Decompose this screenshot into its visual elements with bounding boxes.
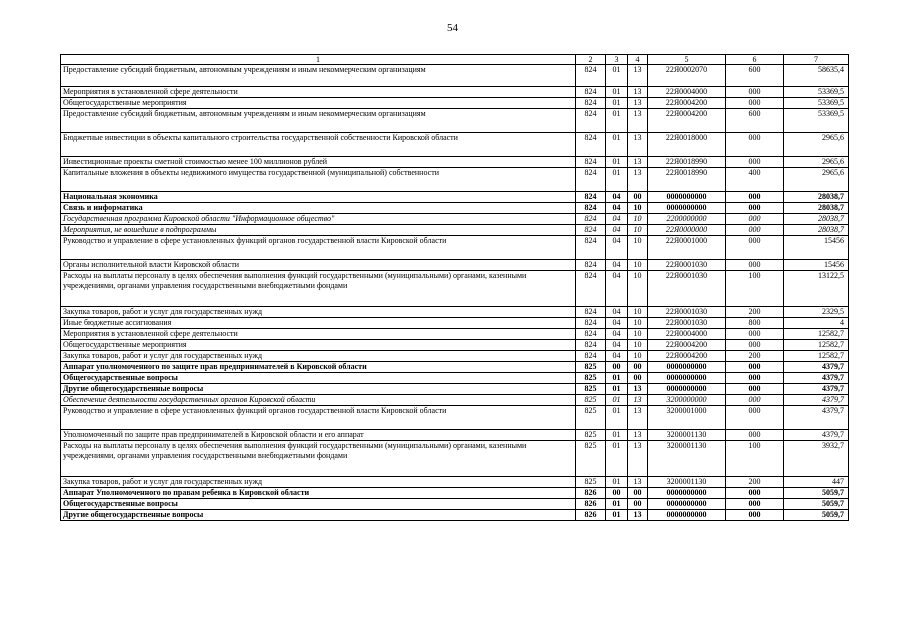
row-amount: 12582,7 [784,340,849,351]
table-row [61,236,849,260]
table-row [61,477,849,488]
table-row [61,203,849,214]
header-col-6: 6 [726,55,784,65]
row-amount: 5059,7 [784,488,849,499]
row-section-code: 04 [606,307,628,318]
row-amount: 28038,7 [784,214,849,225]
row-ministry-code: 825 [576,395,606,406]
row-section-code: 04 [606,225,628,236]
row-expense-type: 000 [726,214,784,225]
row-target-article: 3200001130 [648,477,726,488]
row-target-article: 22Я0001000 [648,236,726,260]
row-ministry-code: 824 [576,225,606,236]
table-body [61,65,849,521]
table-row [61,65,849,87]
row-section-code: 01 [606,430,628,441]
row-name-cell: Закупка товаров, работ и услуг для государственных нужд [61,307,576,318]
row-target-article: 22Я0004200 [648,340,726,351]
table-row [61,441,849,477]
table-row [61,214,849,225]
row-target-article: 22Я0001030 [648,260,726,271]
row-target-article: 22Я0004200 [648,98,726,109]
row-target-article: 22Я0001030 [648,271,726,307]
row-expense-type: 600 [726,109,784,133]
row-target-article: 22Я0018000 [648,133,726,157]
row-section-code: 01 [606,510,628,521]
row-target-article: 22Я0002070 [648,65,726,87]
row-target-article: 3200001000 [648,406,726,430]
row-subsection-code: 00 [628,192,648,203]
row-section-code: 04 [606,214,628,225]
row-amount: 4 [784,318,849,329]
row-amount: 15456 [784,236,849,260]
row-name-cell: Аппарат уполномоченного по защите прав предпринимателей в Кировской области [61,362,576,373]
row-ministry-code: 824 [576,260,606,271]
row-name-cell: Общегосударственные вопросы [61,373,576,384]
row-ministry-code: 824 [576,168,606,192]
table-row [61,271,849,307]
table-row [61,260,849,271]
row-subsection-code: 13 [628,395,648,406]
table-row [61,488,849,499]
row-name-cell: Органы исполнительной власти Кировской области [61,260,576,271]
row-expense-type: 000 [726,260,784,271]
row-ministry-code: 825 [576,373,606,384]
table-row [61,340,849,351]
row-target-article: 0000000000 [648,203,726,214]
row-target-article: 2200000000 [648,214,726,225]
row-target-article: 22Я0004200 [648,109,726,133]
row-expense-type: 100 [726,271,784,307]
row-subsection-code: 13 [628,109,648,133]
row-name-cell: Закупка товаров, работ и услуг для государственных нужд [61,351,576,362]
row-section-code: 01 [606,98,628,109]
row-amount: 53369,5 [784,109,849,133]
row-amount: 28038,7 [784,192,849,203]
table-row [61,384,849,395]
row-name-cell: Расходы на выплаты персоналу в целях обеспечения выполнения функций государственными (муниципальными) органами, казенными учреждениями, органами управления государственными внебюджетными фондами [61,271,576,307]
row-expense-type: 000 [726,133,784,157]
row-target-article: 0000000000 [648,499,726,510]
row-expense-type: 000 [726,430,784,441]
row-subsection-code: 13 [628,406,648,430]
row-expense-type: 000 [726,499,784,510]
row-name-cell: Бюджетные инвестиции в объекты капитального строительства государственной собственности Кировской области [61,133,576,157]
row-target-article: 22Я0004000 [648,329,726,340]
row-expense-type: 000 [726,157,784,168]
row-section-code: 01 [606,441,628,477]
row-name-cell: Уполномоченный по защите прав предпринимателей в Кировской области и его аппарат [61,430,576,441]
header-col-5: 5 [648,55,726,65]
row-section-code: 04 [606,318,628,329]
row-subsection-code: 10 [628,260,648,271]
row-ministry-code: 824 [576,98,606,109]
table-row [61,318,849,329]
table-row [61,499,849,510]
row-amount: 4379,7 [784,373,849,384]
row-target-article: 3200001130 [648,430,726,441]
row-amount: 447 [784,477,849,488]
row-amount: 2965,6 [784,133,849,157]
row-amount: 58635,4 [784,65,849,87]
table-row [61,157,849,168]
row-subsection-code: 10 [628,329,648,340]
row-amount: 28038,7 [784,225,849,236]
row-section-code: 01 [606,109,628,133]
row-subsection-code: 10 [628,225,648,236]
row-ministry-code: 824 [576,236,606,260]
row-subsection-code: 10 [628,203,648,214]
row-subsection-code: 00 [628,488,648,499]
row-name-cell: Другие общегосударственные вопросы [61,384,576,395]
row-subsection-code: 10 [628,236,648,260]
row-target-article: 22Я0001030 [648,318,726,329]
row-ministry-code: 824 [576,271,606,307]
row-subsection-code: 13 [628,133,648,157]
row-section-code: 01 [606,157,628,168]
row-amount: 12582,7 [784,351,849,362]
row-ministry-code: 824 [576,318,606,329]
row-subsection-code: 13 [628,98,648,109]
row-target-article: 22Я0018990 [648,157,726,168]
row-amount: 15456 [784,260,849,271]
row-section-code: 00 [606,362,628,373]
header-col-7: 7 [784,55,849,65]
row-name-cell: Расходы на выплаты персоналу в целях обеспечения выполнения функций государственными (муниципальными) органами, казенными учреждениями, органами управления государственными внебюджетными фондами [61,441,576,477]
row-amount: 2965,6 [784,168,849,192]
row-section-code: 04 [606,260,628,271]
table-row [61,307,849,318]
row-subsection-code: 10 [628,271,648,307]
row-amount: 2329,5 [784,307,849,318]
table-row [61,329,849,340]
row-section-code: 01 [606,65,628,87]
row-expense-type: 200 [726,351,784,362]
row-ministry-code: 825 [576,406,606,430]
row-ministry-code: 826 [576,499,606,510]
row-expense-type: 000 [726,373,784,384]
row-name-cell: Национальная экономика [61,192,576,203]
row-expense-type: 000 [726,329,784,340]
header-col-1: 1 [61,55,576,65]
budget-table [60,54,849,521]
row-amount: 3932,7 [784,441,849,477]
row-expense-type: 000 [726,510,784,521]
row-section-code: 00 [606,488,628,499]
table-row [61,395,849,406]
row-amount: 12582,7 [784,329,849,340]
table-row [61,362,849,373]
row-ministry-code: 824 [576,157,606,168]
row-expense-type: 000 [726,87,784,98]
row-amount: 28038,7 [784,203,849,214]
row-name-cell: Аппарат Уполномоченного по правам ребенка в Кировской области [61,488,576,499]
row-section-code: 01 [606,477,628,488]
row-ministry-code: 824 [576,65,606,87]
table-row [61,133,849,157]
row-section-code: 04 [606,351,628,362]
row-target-article: 0000000000 [648,192,726,203]
row-expense-type: 000 [726,192,784,203]
row-amount: 13122,5 [784,271,849,307]
row-subsection-code: 10 [628,307,648,318]
row-ministry-code: 824 [576,329,606,340]
table-row [61,98,849,109]
row-target-article: 0000000000 [648,362,726,373]
row-expense-type: 000 [726,225,784,236]
row-ministry-code: 826 [576,510,606,521]
table-row [61,87,849,98]
row-expense-type: 000 [726,406,784,430]
row-target-article: 0000000000 [648,488,726,499]
row-target-article: 22Я0018990 [648,168,726,192]
row-expense-type: 000 [726,395,784,406]
table-row [61,510,849,521]
row-amount: 4379,7 [784,406,849,430]
row-target-article: 22Я0000000 [648,225,726,236]
row-name-cell: Мероприятия в установленной сфере деятельности [61,329,576,340]
row-expense-type: 000 [726,340,784,351]
row-expense-type: 000 [726,362,784,373]
row-amount: 4379,7 [784,384,849,395]
row-target-article: 3200001130 [648,441,726,477]
page-number: 54 [447,22,458,34]
row-name-cell: Капитальные вложения в объекты недвижимого имущества государственной (муниципальной) собственности [61,168,576,192]
row-name-cell: Связь и информатика [61,203,576,214]
row-section-code: 04 [606,236,628,260]
row-amount: 5059,7 [784,499,849,510]
row-subsection-code: 13 [628,157,648,168]
row-subsection-code: 10 [628,340,648,351]
row-amount: 53369,5 [784,87,849,98]
row-subsection-code: 10 [628,318,648,329]
row-target-article: 0000000000 [648,510,726,521]
row-section-code: 01 [606,499,628,510]
row-expense-type: 000 [726,203,784,214]
row-name-cell: Предоставление субсидий бюджетным, автономным учреждениям и иным некоммерческим организациям [61,65,576,87]
row-ministry-code: 826 [576,488,606,499]
row-name-cell: Закупка товаров, работ и услуг для государственных нужд [61,477,576,488]
row-subsection-code: 00 [628,373,648,384]
table-row [61,225,849,236]
row-name-cell: Общегосударственные вопросы [61,499,576,510]
row-ministry-code: 824 [576,203,606,214]
row-target-article: 0000000000 [648,373,726,384]
row-subsection-code: 13 [628,87,648,98]
row-section-code: 01 [606,373,628,384]
row-ministry-code: 824 [576,87,606,98]
row-ministry-code: 824 [576,109,606,133]
row-ministry-code: 824 [576,351,606,362]
header-col-2: 2 [576,55,606,65]
row-section-code: 01 [606,406,628,430]
row-ministry-code: 825 [576,384,606,395]
row-amount: 4379,7 [784,362,849,373]
table-row [61,373,849,384]
table-row [61,192,849,203]
row-name-cell: Общегосударственные мероприятия [61,98,576,109]
row-ministry-code: 824 [576,340,606,351]
row-name-cell: Обеспечение деятельности государственных органов Кировской области [61,395,576,406]
row-expense-type: 600 [726,65,784,87]
row-section-code: 01 [606,168,628,192]
row-section-code: 01 [606,395,628,406]
row-section-code: 01 [606,87,628,98]
row-expense-type: 000 [726,384,784,395]
row-expense-type: 200 [726,477,784,488]
row-name-cell: Иные бюджетные ассигнования [61,318,576,329]
row-section-code: 04 [606,340,628,351]
row-section-code: 04 [606,271,628,307]
row-amount: 4379,7 [784,395,849,406]
row-subsection-code: 13 [628,65,648,87]
row-name-cell: Общегосударственные мероприятия [61,340,576,351]
row-amount: 4379,7 [784,430,849,441]
row-ministry-code: 824 [576,307,606,318]
row-subsection-code: 10 [628,214,648,225]
row-subsection-code: 13 [628,430,648,441]
row-subsection-code: 13 [628,384,648,395]
row-target-article: 22Я0004200 [648,351,726,362]
row-ministry-code: 825 [576,362,606,373]
row-ministry-code: 824 [576,214,606,225]
row-section-code: 01 [606,133,628,157]
row-target-article: 22Я0004000 [648,87,726,98]
row-expense-type: 800 [726,318,784,329]
table-row [61,109,849,133]
table-row [61,351,849,362]
row-section-code: 04 [606,203,628,214]
row-name-cell: Государственная программа Кировской области "Информационное общество" [61,214,576,225]
row-expense-type: 400 [726,168,784,192]
table-row [61,430,849,441]
row-target-article: 0000000000 [648,384,726,395]
row-amount: 53369,5 [784,98,849,109]
row-ministry-code: 824 [576,133,606,157]
row-section-code: 04 [606,329,628,340]
row-amount: 5059,7 [784,510,849,521]
row-name-cell: Мероприятия, не вошедшие в подпрограммы [61,225,576,236]
table-row [61,406,849,430]
row-ministry-code: 825 [576,441,606,477]
row-target-article: 3200000000 [648,395,726,406]
row-subsection-code: 13 [628,441,648,477]
row-name-cell: Руководство и управление в сфере установленных функций органов государственной власти Кировской области [61,236,576,260]
row-section-code: 04 [606,192,628,203]
row-expense-type: 000 [726,488,784,499]
row-subsection-code: 00 [628,362,648,373]
table-row [61,168,849,192]
row-expense-type: 000 [726,98,784,109]
row-ministry-code: 825 [576,430,606,441]
row-subsection-code: 00 [628,499,648,510]
row-ministry-code: 825 [576,477,606,488]
row-expense-type: 200 [726,307,784,318]
row-name-cell: Другие общегосударственные вопросы [61,510,576,521]
row-subsection-code: 13 [628,510,648,521]
header-row [61,55,849,65]
row-subsection-code: 13 [628,477,648,488]
row-name-cell: Предоставление субсидий бюджетным, автономным учреждениям и иным некоммерческим организациям [61,109,576,133]
row-target-article: 22Я0001030 [648,307,726,318]
row-section-code: 01 [606,384,628,395]
row-ministry-code: 824 [576,192,606,203]
row-subsection-code: 10 [628,351,648,362]
row-name-cell: Инвестиционные проекты сметной стоимостью менее 100 миллионов рублей [61,157,576,168]
header-col-3: 3 [606,55,628,65]
row-subsection-code: 13 [628,168,648,192]
row-amount: 2965,6 [784,157,849,168]
row-name-cell: Руководство и управление в сфере установленных функций органов государственной власти Кировской области [61,406,576,430]
row-name-cell: Мероприятия в установленной сфере деятельности [61,87,576,98]
row-expense-type: 100 [726,441,784,477]
header-col-4: 4 [628,55,648,65]
row-expense-type: 000 [726,236,784,260]
